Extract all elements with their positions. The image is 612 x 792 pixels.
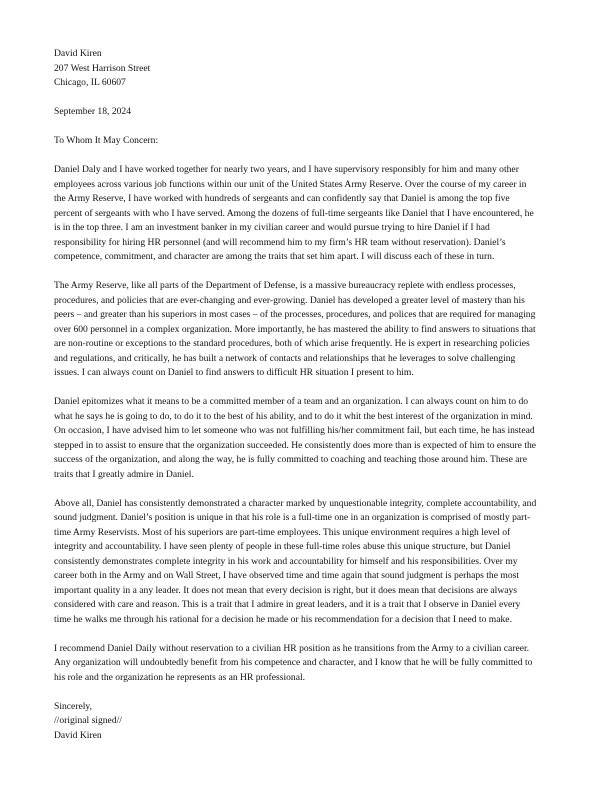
text-line: Any organization will undoubtedly benefit from his competence and character, and I know that he will be fully committed to — [54, 657, 533, 668]
text-line: I recommend Daniel Daily without reservation to a civilian HR position as he transitions from the Army to a civilian career. — [54, 642, 530, 654]
text-line: important quality in a any leader. It does not mean that every decision is right, but it does mean that decisions are always — [54, 584, 518, 596]
text-line: integrity and accountability. I have seen plenty of people in these full-time roles abuse this unique structure, but Daniel — [54, 541, 511, 552]
text-line: procedures, and policies that are ever-changing and ever-growing. Daniel has developed a greater level of mastery than his — [54, 294, 525, 306]
text-line: considered with care and reason. This is a trait that I admire in great leaders, and it is a trait that I observe in Daniel every — [54, 599, 521, 610]
text-line: what he says he is going to do, to do it to the best of his ability, and to do it whit the best interest of the organization in mind. — [54, 410, 533, 422]
text-line: On occasion, I have advised him to let someone who was not fulfilling his/her commitment fail, but each time, he has instead — [54, 425, 535, 436]
text-line: the Army Reserve, I have worked with hundreds of sergeants and can confidently say that Daniel is among the top five — [54, 193, 510, 204]
text-line: Above all, Daniel has consistently demonstrated a character marked by unquestionable integrity, complete accountability, and — [54, 497, 537, 509]
paragraph-competence — [54, 279, 594, 381]
text-line: over 600 personnel in a complex organization. More importantly, he has mastered the ability to find answers to situations that — [54, 323, 536, 335]
sender-city: Chicago, IL 60607 — [54, 77, 126, 88]
text-line: The Army Reserve, like all parts of the Department of Defense, is a massive bureaucracy replete with endless processes, — [54, 280, 516, 291]
text-line: traits that I greatly admire in Daniel. — [54, 468, 194, 480]
text-line: stepped in to assist to ensure that the organization succeeded. He consistently does more than is expected of him to ensure the — [54, 439, 537, 451]
text-line: responsibility for hiring HR personnel (and will recommend him to my firm’s HR team without reservation). Daniel’s — [54, 236, 506, 248]
salutation-text: To Whom It May Concern: — [54, 135, 159, 146]
signer-name: David Kiren — [54, 729, 102, 741]
text-line: are non-routine or exceptions to the standard procedures, both of which arise frequently. He is expert in researching policies — [54, 338, 530, 349]
text-line: success of the organization, and along the way, he is fully committed to coaching and teaching those around him. These are — [54, 454, 527, 465]
paragraph-recommendation — [54, 642, 594, 686]
text-line: issues. I can always count on Daniel to find answers to difficult HR situation I present to him. — [54, 367, 414, 378]
paragraph-intro — [54, 163, 594, 265]
text-line: sound judgment. Daniel’s position is unique in that his role is a full-time one in an organization is comprised of mostly part- — [54, 512, 531, 523]
text-line: Daniel Daly and I have worked together for nearly two years, and I have supervisory responsibly for him and many other — [54, 164, 519, 175]
signature: //original signed// — [54, 715, 122, 726]
text-line: peers – and greater than his superiors in most cases – of the processes, procedures, and polices that are required for managing — [54, 309, 536, 320]
paragraph-character — [54, 497, 594, 628]
text-line: and regulations, and critically, he has built a network of contacts and relationships that he leverages to solve challenging — [54, 352, 516, 364]
valediction: Sincerely, — [54, 700, 93, 712]
text-line: competence, commitment, and character are among the traits that set him apart. I will discuss each of these in turn. — [54, 251, 495, 262]
letter-page — [54, 47, 594, 758]
sender-name: David Kiren — [54, 48, 102, 59]
text-line: time Army Reservists. Most of his superiors are part-time employees. This unique environment requires a high level of — [54, 526, 511, 538]
closing — [54, 700, 594, 744]
date-text: September 18, 2024 — [54, 106, 132, 117]
paragraph-commitment — [54, 395, 594, 482]
text-line: employees across various job functions within our unit of the United States Army Reserve. Over the course of my career in — [54, 178, 527, 190]
text-line: percent of sergeants with who I have served. Among the dozens of full-time sergeants like Daniel that I have encountered, he — [54, 207, 534, 219]
salutation — [54, 134, 594, 149]
sender-street: 207 West Harrison Street — [54, 62, 151, 74]
letter-date — [54, 105, 594, 120]
text-line: time he walks me through his rational for a decision he made or his recommendation for a decision that I need to make. — [54, 613, 512, 625]
text-line: his role and the organization he represents as an HR professional. — [54, 671, 306, 683]
text-line: Daniel epitomizes what it means to be a committed member of a team and an organization. I can always count on him to do — [54, 396, 529, 407]
text-line: consistently demonstrates complete integrity in his work and accountability for himself and his responsibilities. Over my — [54, 555, 518, 567]
sender-address — [54, 47, 594, 91]
text-line: career both in the Army and on Wall Street, I have observed time and time again that sound judgment is perhaps the most — [54, 570, 520, 581]
text-line: is in the top three. I am an investment banker in my civilian career and would pursue trying to hire Daniel if I had — [54, 222, 490, 233]
